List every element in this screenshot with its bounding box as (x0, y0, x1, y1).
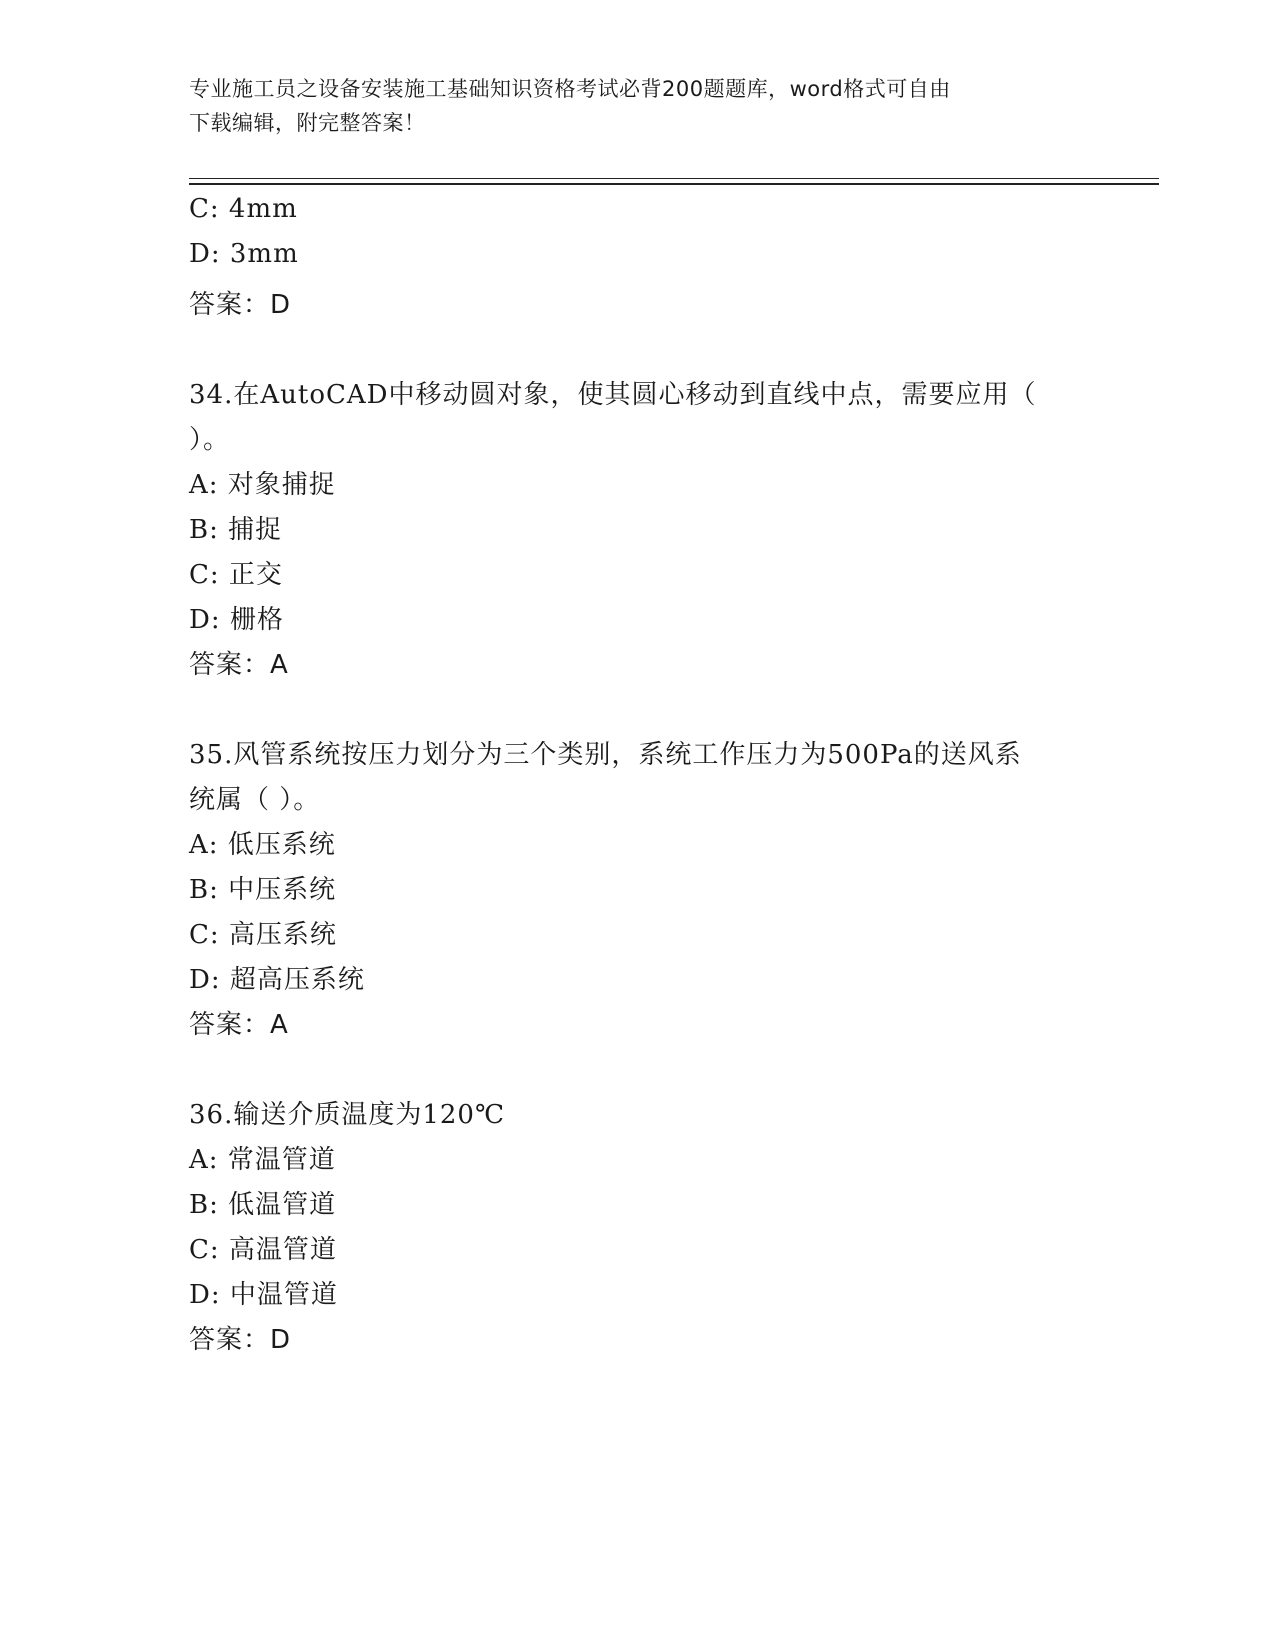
option-d: D: 超高压系统 (189, 965, 365, 995)
header-line-2: 下载编辑，附完整答案！ (189, 111, 426, 135)
option-d: D: 中温管道 (189, 1280, 338, 1310)
option-d: D: 3mm (189, 239, 299, 269)
option-a: A: 对象捕捉 (189, 470, 336, 500)
option-c: C: 高压系统 (189, 920, 337, 950)
question-stem-line: 36.输送介质温度为120℃ (189, 1100, 506, 1130)
header-divider-top (189, 178, 1159, 179)
answer-line: 答案：D (189, 1325, 292, 1355)
document-header (189, 72, 1089, 140)
option-d: D: 栅格 (189, 605, 284, 635)
option-c: C: 4mm (189, 194, 298, 224)
option-c: C: 正交 (189, 560, 283, 590)
question-stem-line: 统属（ ）。 (189, 785, 321, 815)
answer-line: 答案：A (189, 1010, 289, 1040)
option-b: B: 捕捉 (189, 515, 283, 545)
header-line-1: 专业施工员之设备安装施工基础知识资格考试必背200题题库，word格式可自由 (189, 77, 951, 101)
answer-line: 答案：A (189, 650, 289, 680)
question-stem-line: 34.在AutoCAD中移动圆对象，使其圆心移动到直线中点，需要应用（ (189, 380, 1037, 410)
question-stem-line: ）。 (189, 425, 231, 455)
answer-line: 答案：D (189, 290, 292, 320)
option-a: A: 低压系统 (189, 830, 336, 860)
header-divider-bottom (189, 183, 1159, 185)
option-b: B: 中压系统 (189, 875, 337, 905)
question-stem-line: 35.风管系统按压力划分为三个类别，系统工作压力为500Pa的送风系 (189, 740, 1022, 770)
option-a: A: 常温管道 (189, 1145, 336, 1175)
option-b: B: 低温管道 (189, 1190, 337, 1220)
option-c: C: 高温管道 (189, 1235, 337, 1265)
